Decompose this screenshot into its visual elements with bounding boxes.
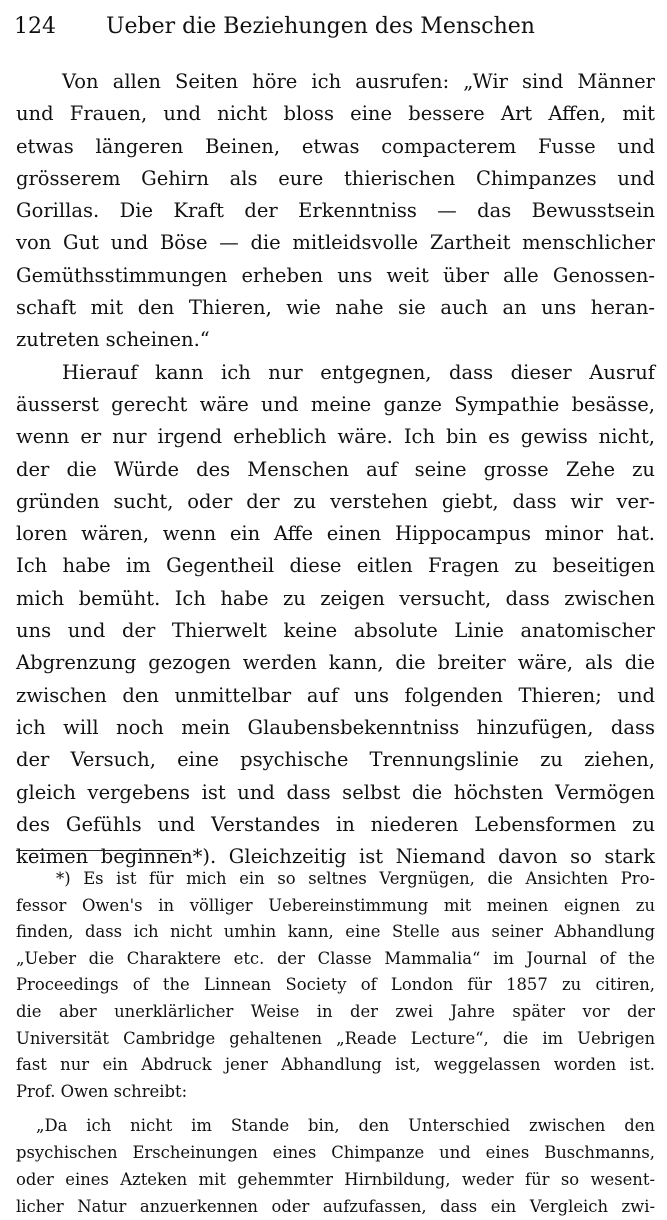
running-title: Ueber die Beziehungen des Menschen (106, 14, 535, 39)
footnote-line: fast nur ein Abdruck jener Abhandlung ist, weggelassen worden ist. (16, 1055, 655, 1075)
footnote-line: Universität Cambridge gehaltenen „Reade Lecture“, die im Uebrigen (16, 1028, 655, 1048)
text-line: gleich vergebens ist und dass selbst die höchsten Vermögen (16, 780, 655, 804)
footnote-line: finden, dass ich nicht umhin kann, eine Stelle aus seiner Abhandlung (16, 922, 655, 942)
text-line: Gemüthsstimmungen erheben uns weit über alle Genossen- (16, 263, 655, 287)
page-number: 124 (14, 14, 56, 39)
footnote-line: *) Es ist für mich ein so seltnes Vergnügen, die Ansichten Pro- (56, 869, 655, 888)
text-line: Von allen Seiten höre ich ausrufen: „Wir sind Männer (62, 70, 655, 93)
quote-line: oder eines Azteken mit gehemmter Hirnbildung, weder für so wesent- (16, 1170, 655, 1189)
text-line: loren wären, wenn ein Affe einen Hippocampus minor hat. (16, 522, 655, 546)
quote-line: „Da ich nicht im Stande bin, den Unterschied zwischen den (36, 1116, 655, 1135)
text-line: schaft mit den Thieren, wie nahe sie auch an uns heran- (16, 296, 655, 320)
text-line: wenn er nur irgend erheblich wäre. Ich bin es gewiss nicht, (16, 425, 655, 449)
page-header (14, 16, 647, 38)
text-line: Ich habe im Gegentheil diese eitlen Fragen zu beseitigen (16, 554, 655, 578)
text-line: der die Würde des Menschen auf seine grosse Zehe zu (16, 457, 655, 481)
text-line: von Gut und Böse — die mitleidsvolle Zartheit menschlicher (16, 231, 655, 255)
quote-line: licher Natur anzuerkennen oder aufzufassen, dass ein Vergleich zwi- (16, 1197, 655, 1216)
footnote-line: fessor Owen's in völliger Uebereinstimmung mit meinen eignen zu (16, 895, 655, 915)
footnote-line: „Ueber die Charaktere etc. der Classe Mammalia“ im Journal of the (16, 948, 655, 968)
text-line: zwischen den unmittelbar auf uns folgenden Thieren; und (16, 683, 655, 707)
text-line: und Frauen, und nicht bloss eine bessere Art Affen, mit (16, 102, 655, 126)
footnote-line: Proceedings of the Linnean Society of London für 1857 zu citiren, (16, 975, 655, 995)
footnote-line: Prof. Owen schreibt: (16, 1081, 188, 1101)
text-line: Hierauf kann ich nur entgegnen, dass dieser Ausruf (62, 360, 655, 384)
text-line: ich will noch mein Glaubensbekenntniss hinzufügen, dass (16, 715, 655, 739)
quote-line: psychischen Erscheinungen eines Chimpanze und eines Buschmanns, (16, 1143, 655, 1162)
text-line: mich bemüht. Ich habe zu zeigen versucht, dass zwischen (16, 586, 655, 610)
footnote (16, 866, 655, 1105)
text-line: des Gefühls und Verstandes in niederen Lebensformen zu (16, 812, 655, 836)
text-line: gründen sucht, oder der zu verstehen giebt, dass wir ver- (16, 489, 655, 513)
text-line: äusserst gerecht wäre und meine ganze Sympathie besässe, (16, 392, 655, 416)
text-line: keimen beginnen*). Gleichzeitig ist Niemand davon so stark (16, 845, 655, 869)
text-line: etwas längeren Beinen, etwas compacterem Fusse und (16, 134, 655, 158)
text-line: uns und der Thierwelt keine absolute Linie anatomischer (16, 619, 655, 643)
main-text (16, 66, 655, 873)
text-line: grösserem Gehirn als eure thierischen Chimpanzes und (16, 166, 655, 190)
text-line: Abgrenzung gezogen werden kann, die breiter wäre, als die (16, 651, 655, 675)
footnote-line: die aber unerklärlicher Weise in der zwei Jahre später vor der (16, 1001, 655, 1021)
text-line: zutreten scheinen.“ (16, 328, 210, 352)
text-line: Gorillas. Die Kraft der Erkenntniss — das Bewusstsein (16, 199, 655, 223)
text-line: der Versuch, eine psychische Trennungslinie zu ziehen, (16, 748, 655, 772)
footnote-divider (16, 850, 182, 851)
footnote-quote (16, 1112, 655, 1220)
